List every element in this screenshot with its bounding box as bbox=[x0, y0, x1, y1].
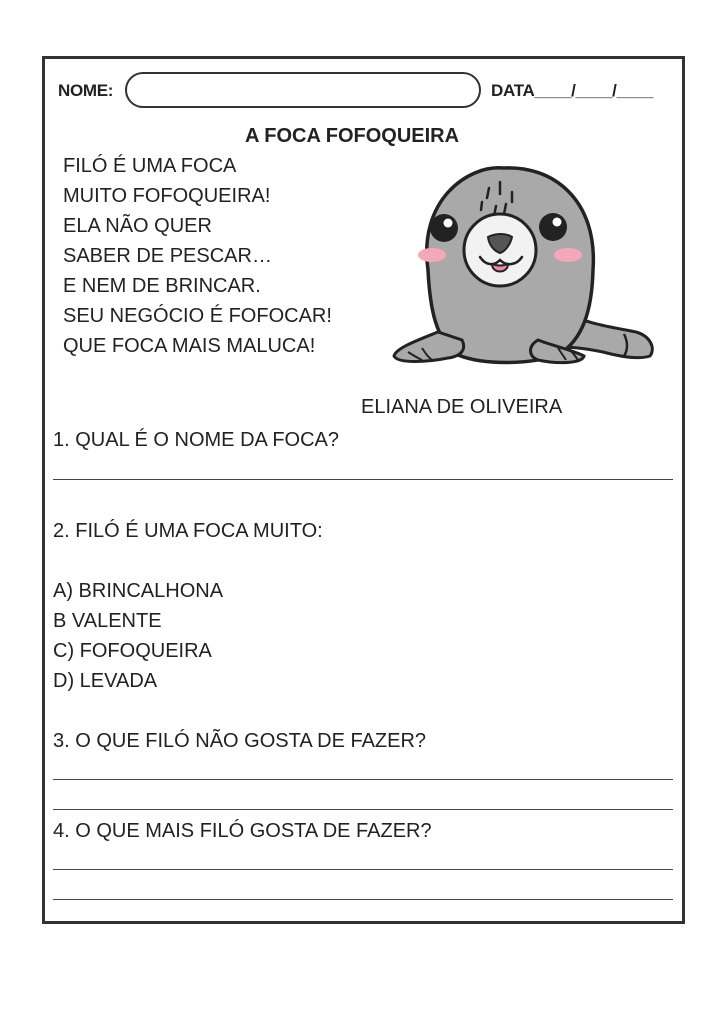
poem-line: SABER DE PESCAR… bbox=[63, 245, 272, 267]
seal-illustration bbox=[388, 160, 660, 370]
poem-line: E NEM DE BRINCAR. bbox=[63, 275, 261, 297]
option-a[interactable]: A) BRINCALHONA bbox=[53, 580, 224, 602]
poem-line: SEU NEGÓCIO É FOFOCAR! bbox=[63, 305, 332, 327]
poem-line: MUITO FOFOQUEIRA! bbox=[63, 185, 271, 207]
date-field[interactable]: DATA____/____/____ bbox=[491, 81, 654, 100]
question-2: 2. FILÓ É UMA FOCA MUITO: bbox=[53, 520, 323, 542]
option-b[interactable]: B VALENTE bbox=[53, 610, 162, 632]
answer-line-4a[interactable] bbox=[53, 869, 673, 870]
poem bbox=[63, 151, 332, 361]
poem-line: FILÓ É UMA FOCA bbox=[63, 155, 237, 177]
question-3: 3. O QUE FILÓ NÃO GOSTA DE FAZER? bbox=[53, 730, 427, 752]
name-input[interactable] bbox=[125, 72, 481, 108]
poem-line: ELA NÃO QUER bbox=[63, 215, 212, 237]
answer-line-3b[interactable] bbox=[53, 809, 673, 810]
answer-line-1[interactable] bbox=[53, 479, 673, 480]
answer-line-4b[interactable] bbox=[53, 899, 673, 900]
name-label: NOME: bbox=[58, 81, 114, 100]
answer-line-3a[interactable] bbox=[53, 779, 673, 780]
poem-line: QUE FOCA MAIS MALUCA! bbox=[63, 335, 316, 357]
author: ELIANA DE OLIVEIRA bbox=[361, 396, 563, 418]
question-4: 4. O QUE MAIS FILÓ GOSTA DE FAZER? bbox=[53, 820, 432, 842]
option-d[interactable]: D) LEVADA bbox=[53, 670, 158, 692]
page-title: A FOCA FOFOQUEIRA bbox=[245, 125, 460, 147]
option-c[interactable]: C) FOFOQUEIRA bbox=[53, 640, 212, 662]
question-1: 1. QUAL É O NOME DA FOCA? bbox=[53, 429, 339, 451]
